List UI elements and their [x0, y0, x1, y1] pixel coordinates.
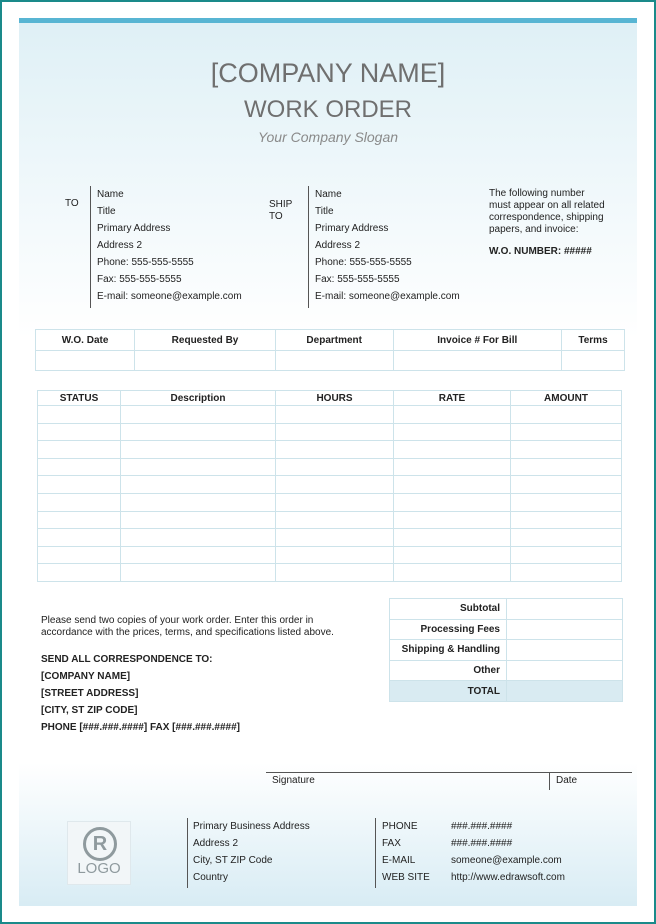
hours-cell[interactable] [276, 564, 394, 582]
department-cell[interactable] [275, 351, 393, 371]
other-value[interactable] [507, 660, 623, 681]
shipping-row [390, 640, 623, 661]
to-phone: Phone: 555-555-5555 [97, 257, 194, 268]
to-divider [90, 186, 91, 308]
header-status: STATUS [38, 391, 121, 406]
signature-line [266, 772, 632, 773]
subtotal-row [390, 599, 623, 620]
hours-cell[interactable] [276, 476, 394, 494]
document-title: WORK ORDER [244, 96, 412, 123]
correspondence-street: [STREET ADDRESS] [41, 688, 139, 699]
ship-to-email: E-mail: someone@example.com [315, 291, 460, 302]
description-cell[interactable] [121, 406, 276, 424]
signature-date-divider [549, 772, 550, 790]
table-header-row [38, 391, 622, 406]
footer-contact-divider [375, 818, 376, 888]
status-cell[interactable] [38, 511, 121, 529]
signature-label: Signature [272, 775, 315, 786]
table-row [38, 423, 622, 441]
website-label: WEB SITE [382, 872, 430, 883]
status-cell[interactable] [38, 529, 121, 547]
ship-to-address-block [315, 186, 460, 305]
line-item-rows [38, 406, 622, 582]
to-label: TO [65, 198, 79, 209]
amount-cell[interactable] [511, 529, 622, 547]
rate-cell[interactable] [394, 423, 511, 441]
processing-fees-value[interactable] [507, 619, 623, 640]
to-address-2: Address 2 [97, 240, 143, 251]
rate-cell[interactable] [394, 529, 511, 547]
table-row [38, 511, 622, 529]
footer-address-line: Primary Business Address [193, 821, 310, 832]
ship-to-label-line1: SHIP [269, 199, 293, 210]
table-row [38, 546, 622, 564]
header-wo-date: W.O. Date [36, 330, 135, 351]
hours-cell[interactable] [276, 406, 394, 424]
table-row [38, 476, 622, 494]
instructions-line: accordance with the prices, terms, and specifications listed above. [41, 627, 334, 638]
description-cell[interactable] [121, 564, 276, 582]
correspondence-phone-fax: PHONE [###.###.####] FAX [###.###.####] [41, 722, 241, 733]
footer-address-line: City, ST ZIP Code [193, 855, 273, 866]
wo-number-notice [489, 188, 629, 258]
header-invoice-for-bill: Invoice # For Bill [393, 330, 561, 351]
amount-cell[interactable] [511, 546, 622, 564]
rate-cell[interactable] [394, 476, 511, 494]
to-title: Title [97, 206, 116, 217]
status-cell[interactable] [38, 423, 121, 441]
wo-number: W.O. NUMBER: ##### [489, 246, 592, 257]
date-label: Date [556, 775, 578, 786]
total-label: TOTAL [390, 681, 507, 702]
total-row [390, 681, 623, 702]
description-cell[interactable] [121, 511, 276, 529]
description-cell[interactable] [121, 476, 276, 494]
website-link[interactable]: http://www.edrawsoft.com [451, 872, 565, 883]
order-details-table [35, 329, 625, 371]
header-rate: RATE [394, 391, 511, 406]
shipping-value[interactable] [507, 640, 623, 661]
wo-date-cell[interactable] [36, 351, 135, 371]
description-cell[interactable] [121, 423, 276, 441]
table-row [36, 351, 625, 371]
correspondence-city: [CITY, ST ZIP CODE] [41, 705, 138, 716]
description-cell[interactable] [121, 529, 276, 547]
email-label: E-MAIL [382, 855, 416, 866]
subtotal-label: Subtotal [390, 599, 507, 620]
table-row [38, 564, 622, 582]
notice-line: must appear on all related [489, 200, 605, 211]
ship-to-name: Name [315, 189, 342, 200]
to-address-block [97, 186, 242, 305]
header-terms: Terms [562, 330, 625, 351]
status-cell[interactable] [38, 493, 121, 511]
terms-cell[interactable] [562, 351, 625, 371]
amount-cell[interactable] [511, 441, 622, 459]
status-cell[interactable] [38, 441, 121, 459]
description-cell[interactable] [121, 546, 276, 564]
phone-label: PHONE [382, 821, 418, 832]
table-row [38, 529, 622, 547]
status-cell[interactable] [38, 406, 121, 424]
correspondence-company: [COMPANY NAME] [41, 671, 131, 682]
amount-cell[interactable] [511, 476, 622, 494]
to-primary-address: Primary Address [97, 223, 171, 234]
status-cell[interactable] [38, 458, 121, 476]
work-order-page [19, 18, 637, 906]
description-cell[interactable] [121, 441, 276, 459]
company-logo [67, 821, 131, 885]
rate-cell[interactable] [394, 493, 511, 511]
amount-cell[interactable] [511, 406, 622, 424]
phone-value: ###.###.#### [451, 821, 513, 832]
ship-to-fax: Fax: 555-555-5555 [315, 274, 400, 285]
total-value[interactable] [507, 681, 623, 702]
table-header-row [36, 330, 625, 351]
subtotal-value[interactable] [507, 599, 623, 620]
footer-address-line: Country [193, 872, 229, 883]
requested-by-cell[interactable] [135, 351, 276, 371]
to-fax: Fax: 555-555-5555 [97, 274, 182, 285]
rate-cell[interactable] [394, 511, 511, 529]
amount-cell[interactable] [511, 423, 622, 441]
amount-cell[interactable] [511, 493, 622, 511]
header-description: Description [121, 391, 276, 406]
notice-line: The following number [489, 188, 585, 199]
other-row [390, 660, 623, 681]
ship-to-address-2: Address 2 [315, 240, 361, 251]
fax-label: FAX [382, 838, 401, 849]
table-row [38, 493, 622, 511]
instructions-line: Please send two copies of your work order. Enter this order in [41, 615, 314, 626]
invoice-cell[interactable] [393, 351, 561, 371]
registered-icon: R [83, 827, 117, 861]
processing-fees-label: Processing Fees [390, 619, 507, 640]
correspondence-block [41, 651, 240, 736]
notice-line: correspondence, shipping [489, 212, 604, 223]
correspondence-heading: SEND ALL CORRESPONDENCE TO: [41, 654, 213, 665]
amount-cell[interactable] [511, 511, 622, 529]
amount-cell[interactable] [511, 458, 622, 476]
fax-value: ###.###.#### [451, 838, 513, 849]
status-cell[interactable] [38, 564, 121, 582]
notice-line: papers, and invoice: [489, 224, 579, 235]
hours-cell[interactable] [276, 493, 394, 511]
hours-cell[interactable] [276, 511, 394, 529]
header-department: Department [275, 330, 393, 351]
totals-table [389, 598, 623, 702]
ship-to-label-line2: TO [269, 211, 283, 222]
ship-to-divider [308, 186, 309, 308]
other-label: Other [390, 660, 507, 681]
table-row [38, 406, 622, 424]
email-link[interactable]: someone@example.com [451, 855, 562, 866]
logo-text: LOGO [77, 860, 121, 877]
rate-cell[interactable] [394, 458, 511, 476]
ship-to-phone: Phone: 555-555-5555 [315, 257, 412, 268]
line-items-table [37, 390, 622, 582]
hours-cell[interactable] [276, 441, 394, 459]
company-name: [COMPANY NAME] [210, 58, 446, 88]
rate-cell[interactable] [394, 546, 511, 564]
header-requested-by: Requested By [135, 330, 276, 351]
rate-cell[interactable] [394, 406, 511, 424]
hours-cell[interactable] [276, 546, 394, 564]
header-hours: HOURS [276, 391, 394, 406]
footer-address [193, 818, 310, 886]
description-cell[interactable] [121, 493, 276, 511]
footer-contact-values [451, 818, 565, 886]
shipping-label: Shipping & Handling [390, 640, 507, 661]
processing-fees-row [390, 619, 623, 640]
company-slogan: Your Company Slogan [257, 129, 399, 145]
hours-cell[interactable] [276, 458, 394, 476]
description-cell[interactable] [121, 458, 276, 476]
to-name: Name [97, 189, 124, 200]
ship-to-label [269, 199, 292, 223]
rate-cell[interactable] [394, 441, 511, 459]
hours-cell[interactable] [276, 529, 394, 547]
footer-address-divider [187, 818, 188, 888]
rate-cell[interactable] [394, 564, 511, 582]
to-email: E-mail: someone@example.com [97, 291, 242, 302]
status-cell[interactable] [38, 546, 121, 564]
table-row [38, 458, 622, 476]
ship-to-title: Title [315, 206, 334, 217]
amount-cell[interactable] [511, 564, 622, 582]
hours-cell[interactable] [276, 423, 394, 441]
ship-to-primary-address: Primary Address [315, 223, 389, 234]
footer-address-line: Address 2 [193, 838, 239, 849]
instructions [41, 615, 334, 639]
footer-contact-labels [382, 818, 430, 886]
header-amount: AMOUNT [511, 391, 622, 406]
status-cell[interactable] [38, 476, 121, 494]
table-row [38, 441, 622, 459]
